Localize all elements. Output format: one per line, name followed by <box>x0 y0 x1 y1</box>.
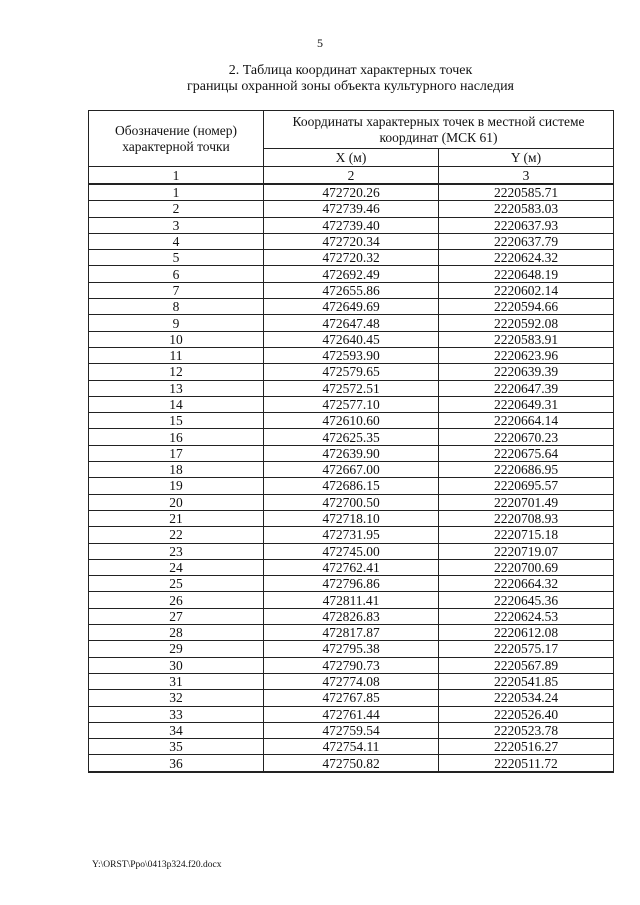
point-number-cell: 16 <box>89 429 264 445</box>
table-row <box>89 625 614 641</box>
y-coordinate-cell: 2220719.07 <box>439 544 614 560</box>
table-row <box>89 658 614 674</box>
table-row <box>89 266 614 282</box>
x-coordinate-cell: 472610.60 <box>264 413 439 429</box>
point-number-cell: 22 <box>89 527 264 543</box>
y-coordinate-cell: 2220526.40 <box>439 707 614 723</box>
point-number-cell: 36 <box>89 755 264 772</box>
x-coordinate-cell: 472647.48 <box>264 315 439 331</box>
y-coordinate-cell: 2220567.89 <box>439 658 614 674</box>
x-coordinate-cell: 472795.38 <box>264 641 439 657</box>
point-number-cell: 18 <box>89 462 264 478</box>
table-row <box>89 478 614 494</box>
point-number-cell: 30 <box>89 658 264 674</box>
x-coordinate-cell: 472649.69 <box>264 299 439 315</box>
table-row <box>89 348 614 364</box>
point-number-cell: 20 <box>89 495 264 511</box>
point-number-cell: 21 <box>89 511 264 527</box>
x-coordinate-cell: 472750.82 <box>264 755 439 772</box>
point-number-cell: 10 <box>89 332 264 348</box>
x-coordinate-cell: 472720.32 <box>264 250 439 266</box>
title-line-2: границы охранной зоны объекта культурного наследия <box>186 79 514 94</box>
x-coordinate-cell: 472817.87 <box>264 625 439 641</box>
x-coordinate-cell: 472826.83 <box>264 609 439 625</box>
y-coordinate-cell: 2220648.19 <box>439 266 614 282</box>
x-coordinate-cell: 472759.54 <box>264 723 439 739</box>
table-row <box>89 707 614 723</box>
point-number-cell: 5 <box>89 250 264 266</box>
point-number-cell: 2 <box>89 201 264 217</box>
point-number-cell: 17 <box>89 446 264 462</box>
y-coordinate-cell: 2220534.24 <box>439 690 614 706</box>
y-coordinate-cell: 2220541.85 <box>439 674 614 690</box>
x-coordinate-cell: 472739.40 <box>264 218 439 234</box>
x-coordinate-cell: 472667.00 <box>264 462 439 478</box>
x-coordinate-cell: 472811.41 <box>264 592 439 608</box>
y-coordinate-cell: 2220637.79 <box>439 234 614 250</box>
y-coordinate-cell: 2220715.18 <box>439 527 614 543</box>
table-header-row <box>89 111 614 149</box>
point-number-cell: 13 <box>89 381 264 397</box>
point-number-cell: 29 <box>89 641 264 657</box>
x-coordinate-cell: 472579.65 <box>264 364 439 380</box>
x-coordinate-cell: 472625.35 <box>264 429 439 445</box>
y-coordinate-cell: 2220708.93 <box>439 511 614 527</box>
page-number: 5 <box>317 36 323 50</box>
x-coordinate-cell: 472639.90 <box>264 446 439 462</box>
x-coordinate-cell: 472572.51 <box>264 381 439 397</box>
point-number-cell: 25 <box>89 576 264 592</box>
table-row <box>89 364 614 380</box>
table-row <box>89 544 614 560</box>
x-coordinate-cell: 472686.15 <box>264 478 439 494</box>
x-coordinate-cell: 472577.10 <box>264 397 439 413</box>
y-coordinate-cell: 2220523.78 <box>439 723 614 739</box>
table-row <box>89 332 614 348</box>
x-coordinate-cell: 472762.41 <box>264 560 439 576</box>
file-path-footer: Y:\ORST\Ppo\0413p324.f20.docx <box>92 860 222 870</box>
y-coordinate-cell: 2220612.08 <box>439 625 614 641</box>
table-row <box>89 218 614 234</box>
y-coordinate-cell: 2220670.23 <box>439 429 614 445</box>
x-coordinate-cell: 472767.85 <box>264 690 439 706</box>
point-number-cell: 3 <box>89 218 264 234</box>
y-coordinate-cell: 2220675.64 <box>439 446 614 462</box>
x-coordinate-cell: 472731.95 <box>264 527 439 543</box>
point-number-cell: 35 <box>89 739 264 755</box>
point-number-cell: 27 <box>89 609 264 625</box>
y-coordinate-cell: 2220664.14 <box>439 413 614 429</box>
column-number: 1 <box>89 167 264 185</box>
y-coordinate-cell: 2220647.39 <box>439 381 614 397</box>
table-row <box>89 250 614 266</box>
y-coordinate-cell: 2220686.95 <box>439 462 614 478</box>
table-row <box>89 755 614 772</box>
y-coordinate-cell: 2220649.31 <box>439 397 614 413</box>
x-coordinate-cell: 472700.50 <box>264 495 439 511</box>
y-coordinate-cell: 2220624.32 <box>439 250 614 266</box>
y-coordinate-cell: 2220695.57 <box>439 478 614 494</box>
x-coordinate-cell: 472745.00 <box>264 544 439 560</box>
point-number-cell: 12 <box>89 364 264 380</box>
point-number-cell: 33 <box>89 707 264 723</box>
table-row <box>89 413 614 429</box>
header-point-number: Обозначение (номер) характерной точки <box>89 111 264 167</box>
point-number-cell: 11 <box>89 348 264 364</box>
x-coordinate-cell: 472754.11 <box>264 739 439 755</box>
x-coordinate-cell: 472692.49 <box>264 266 439 282</box>
table-row <box>89 299 614 315</box>
x-coordinate-cell: 472720.34 <box>264 234 439 250</box>
title-line-1: 2. Таблица координат характерных точек <box>228 63 473 78</box>
y-coordinate-cell: 2220637.93 <box>439 218 614 234</box>
y-coordinate-cell: 2220700.69 <box>439 560 614 576</box>
y-coordinate-cell: 2220592.08 <box>439 315 614 331</box>
y-coordinate-cell: 2220594.66 <box>439 299 614 315</box>
y-coordinate-cell: 2220583.03 <box>439 201 614 217</box>
coordinates-table <box>88 110 614 773</box>
x-coordinate-cell: 472774.08 <box>264 674 439 690</box>
table-row <box>89 283 614 299</box>
y-coordinate-cell: 2220585.71 <box>439 184 614 201</box>
y-coordinate-cell: 2220602.14 <box>439 283 614 299</box>
table-row <box>89 739 614 755</box>
y-coordinate-cell: 2220516.27 <box>439 739 614 755</box>
point-number-cell: 23 <box>89 544 264 560</box>
point-number-cell: 32 <box>89 690 264 706</box>
header-y: Y (м) <box>439 149 614 167</box>
point-number-cell: 34 <box>89 723 264 739</box>
table-row <box>89 576 614 592</box>
point-number-cell: 15 <box>89 413 264 429</box>
x-coordinate-cell: 472739.46 <box>264 201 439 217</box>
column-number: 3 <box>439 167 614 185</box>
y-coordinate-cell: 2220624.53 <box>439 609 614 625</box>
point-number-cell: 14 <box>89 397 264 413</box>
y-coordinate-cell: 2220701.49 <box>439 495 614 511</box>
table-row <box>89 234 614 250</box>
point-number-cell: 6 <box>89 266 264 282</box>
column-number: 2 <box>264 167 439 185</box>
x-coordinate-cell: 472761.44 <box>264 707 439 723</box>
y-coordinate-cell: 2220645.36 <box>439 592 614 608</box>
table-row <box>89 560 614 576</box>
x-coordinate-cell: 472718.10 <box>264 511 439 527</box>
x-coordinate-cell: 472640.45 <box>264 332 439 348</box>
table-row <box>89 201 614 217</box>
point-number-cell: 7 <box>89 283 264 299</box>
table-row <box>89 609 614 625</box>
table-row <box>89 397 614 413</box>
table-row <box>89 446 614 462</box>
table-row <box>89 641 614 657</box>
y-coordinate-cell: 2220664.32 <box>439 576 614 592</box>
table-row <box>89 592 614 608</box>
table-row <box>89 690 614 706</box>
column-numbers-row <box>89 167 614 185</box>
header-x: X (м) <box>264 149 439 167</box>
x-coordinate-cell: 472720.26 <box>264 184 439 201</box>
x-coordinate-cell: 472655.86 <box>264 283 439 299</box>
document-title <box>88 63 613 95</box>
x-coordinate-cell: 472796.86 <box>264 576 439 592</box>
point-number-cell: 26 <box>89 592 264 608</box>
table-row <box>89 462 614 478</box>
table-row <box>89 527 614 543</box>
point-number-cell: 24 <box>89 560 264 576</box>
table-row <box>89 723 614 739</box>
point-number-cell: 4 <box>89 234 264 250</box>
header-coordinates: Координаты характерных точек в местной системе координат (МСК 61) <box>264 111 614 149</box>
point-number-cell: 8 <box>89 299 264 315</box>
point-number-cell: 1 <box>89 184 264 201</box>
y-coordinate-cell: 2220623.96 <box>439 348 614 364</box>
table-row <box>89 511 614 527</box>
point-number-cell: 28 <box>89 625 264 641</box>
table-row <box>89 674 614 690</box>
x-coordinate-cell: 472593.90 <box>264 348 439 364</box>
y-coordinate-cell: 2220575.17 <box>439 641 614 657</box>
x-coordinate-cell: 472790.73 <box>264 658 439 674</box>
point-number-cell: 19 <box>89 478 264 494</box>
y-coordinate-cell: 2220511.72 <box>439 755 614 772</box>
table-row <box>89 429 614 445</box>
y-coordinate-cell: 2220639.39 <box>439 364 614 380</box>
table-row <box>89 381 614 397</box>
table-body <box>89 184 614 772</box>
point-number-cell: 31 <box>89 674 264 690</box>
y-coordinate-cell: 2220583.91 <box>439 332 614 348</box>
table-row <box>89 184 614 201</box>
table-row <box>89 315 614 331</box>
point-number-cell: 9 <box>89 315 264 331</box>
table-row <box>89 495 614 511</box>
